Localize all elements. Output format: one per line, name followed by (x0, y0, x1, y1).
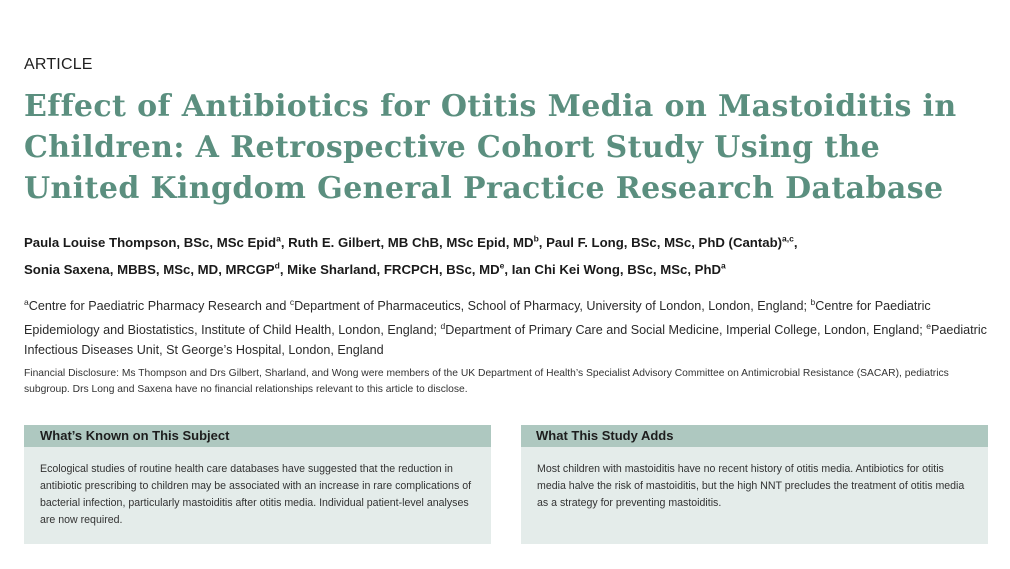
author: Paula Louise Thompson, BSc, MSc Epid$^a$, (24, 234, 289, 251)
whats-known-heading: What’s Known on This Subject (24, 425, 491, 447)
study-adds-heading: What This Study Adds (521, 425, 988, 447)
author: Sonia Saxena, MBBS, MSc, MD, MRCGP$^d$, (24, 260, 288, 277)
article-title: Effect of Antibiotics for Otitis Media on Mastoiditis in Children: A Retrospective Cohort Study Using the United Kingdom General Practice Research Database (24, 89, 957, 206)
author: Paul F. Long, BSc, MSc, PhD (Cantab)$^{a,c}$, (546, 234, 798, 251)
author: Ruth E. Gilbert, MB ChB, MSc Epid, $MD^b$, (288, 234, 547, 251)
author: Ian Chi Kei Wong, BSc, MSc, PhD$^a$ (511, 260, 726, 277)
financial-disclosure: Financial Disclosure: Ms Thompson and Drs Gilbert, Sharland, and Wong were members of the UK Department of Health’s Specialist Advisory Committee on Antimicrobial Resistance (SACAR), pediatrics subgroup. Drs Long and Saxena have no financial relationships relevant to this article to disclose. (24, 368, 949, 395)
whats-known-box (24, 425, 491, 544)
affiliations: $^a$Centre for Paediatric Pharmacy Research and $^c$Department of Pharmaceutics, School of Pharmacy, University of London, London, England; $^b$Centre for Paediatric Epidemiology and Biostatistics, Institute of Child Health, London, England; $^d$Department of Primary Care and Social Medicine, Imperial College, London, England; $^e$Paediatric Infectious Diseases Unit, St George’s Hospital, London, England (24, 297, 987, 358)
author: Mike Sharland, FRCPCH, BSc, MDe, (287, 260, 512, 277)
whats-known-body: Ecological studies of routine health care databases have suggested that the reduction in antibiotic prescribing to children may be associated with an increase in rare complications of bacterial infection, particularly mastoiditis after otitis media. Individual patient-level analyses are now required. (40, 463, 472, 526)
author-list (24, 228, 990, 281)
section-label: ARTICLE (24, 56, 93, 73)
study-adds-box (521, 425, 988, 544)
study-adds-body: Most children with mastoiditis have no recent history of otitis media. Antibiotics for otitis media halve the risk of mastoiditis, but the high NNT precludes the treatment of otitis media as a strategy for preventing mastoiditis. (537, 463, 965, 509)
